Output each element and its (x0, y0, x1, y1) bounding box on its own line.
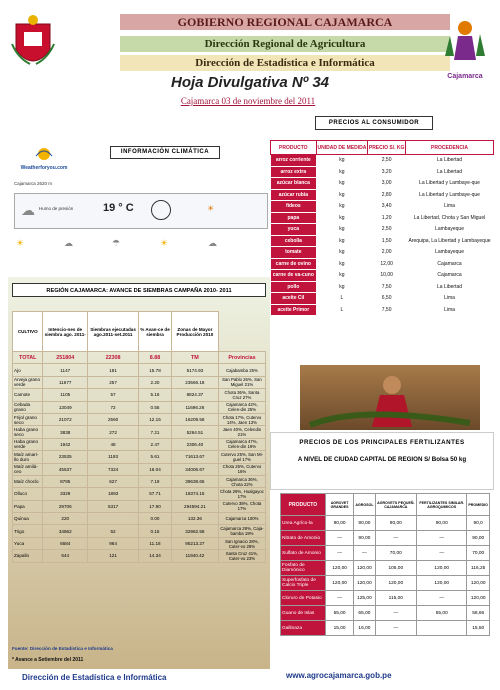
campana-cell: 0.15 (139, 525, 172, 537)
fert-cell: 120,00 (354, 561, 375, 576)
fert-row (281, 546, 490, 561)
campana-crop: Olluco (13, 488, 43, 500)
campana-crop: Frijol grano seco (13, 413, 43, 425)
campana-crop: Papa (13, 500, 43, 512)
campana-cell: Chota 36%, Santa Cruz 27% (218, 389, 265, 401)
precios-product: papa (271, 212, 317, 224)
campana-cell: 16209.58 (171, 413, 218, 425)
fert-cell: 90,00 (354, 516, 375, 531)
campana-cell: 17.90 (139, 500, 172, 512)
campana-cell: 8785 (43, 475, 88, 487)
campana-cell: 11696.26 (171, 401, 218, 413)
precios-row (271, 247, 494, 259)
campana-cell: 5264.51 (171, 426, 218, 438)
campana-cell: 95213.27 (171, 537, 218, 549)
campana-cell: 1193 (88, 451, 139, 463)
fert-cell: 120,00 (467, 576, 490, 591)
campana-crop: Arveja grano verde (13, 376, 43, 388)
campana-cell: 72 (88, 401, 139, 413)
clima-detail-box (14, 193, 268, 229)
fert-cell: 15,50 (467, 621, 490, 636)
precios-product: fideos (271, 201, 317, 213)
campana-cell: Cutervo 38%, Chota 17% (218, 500, 265, 512)
fert-cell: 120,00 (417, 576, 467, 591)
campana-total-cell: 22308 (88, 352, 139, 364)
precios-cell: kg (316, 155, 368, 167)
clima-panel (10, 138, 270, 266)
precios-cell: La Libertad y Lambaye-que (406, 178, 494, 190)
fert-cell: 90,00 (417, 516, 467, 531)
fert-cell: 115,00 (375, 591, 417, 606)
campana-row (13, 426, 266, 438)
forecast-icon-5: ☁ (208, 238, 217, 248)
campana-cell: 3329 (43, 488, 88, 500)
campana-cell: 257 (88, 376, 139, 388)
campana-cell: 16.04 (139, 463, 172, 475)
fert-title-1: PRECIOS DE LOS PRINCIPALES FERTILIZANTES (299, 439, 465, 446)
precios-cell: 2,50 (368, 155, 406, 167)
campana-row (13, 389, 266, 401)
precios-cell: kg (316, 224, 368, 236)
fert-cell: — (325, 546, 354, 561)
precios-cell: Lima (406, 293, 494, 305)
campana-row (13, 451, 266, 463)
campana-crop: Zapallo (13, 550, 43, 562)
campana-cell: 12.15 (139, 413, 172, 425)
fert-cell: — (417, 546, 467, 561)
campana-row (13, 513, 266, 525)
dir2-title: Dirección de Estadística e Informática (120, 55, 450, 71)
campana-cell: 14.34 (139, 550, 172, 562)
fert-product: Urea Agríco-la (281, 516, 326, 531)
precios-cell: kg (316, 189, 368, 201)
campana-crop: Quinua (13, 513, 43, 525)
campana-cell: 8824.37 (171, 389, 218, 401)
cajamarca-logo (440, 16, 490, 80)
fert-header-cell: PRODUCTO (281, 494, 326, 516)
precios-row (271, 270, 494, 282)
campana-cell: 29706 (43, 500, 88, 512)
campana-total-cell: Provincias (218, 352, 265, 364)
precios-cell: 1,20 (368, 212, 406, 224)
fert-header-cell: PROMEDIO (467, 494, 490, 516)
campana-cell: 181 (88, 364, 139, 376)
fert-row (281, 531, 490, 546)
campana-crop: Ajo (13, 364, 43, 376)
forecast-icon-4: ☀ (160, 238, 169, 248)
dir-title: Dirección Regional de Agricultura (120, 36, 450, 52)
campana-cell: 15.78 (139, 364, 172, 376)
precios-cell: kg (316, 212, 368, 224)
campana-cell: 0.55 (139, 401, 172, 413)
precios-product: cebolla (271, 235, 317, 247)
campana-crop: Maíz choclo (13, 475, 43, 487)
precios-cell: kg (316, 235, 368, 247)
fert-cell: 70,00 (375, 546, 417, 561)
campana-header-cell: Intencio-nes de siembra ago. 2011- (43, 312, 88, 352)
precios-cell: 3,20 (368, 166, 406, 178)
campana-cell: Chota 29%, Hualgayoc 17% (219, 488, 264, 499)
campana-cell: Jaen 40%, Celendin 21% (218, 426, 265, 438)
fert-row (281, 516, 490, 531)
precios-cell: Arequipa, La Libertad y Lambayeque (406, 235, 494, 247)
campana-cell: 45637 (43, 463, 88, 475)
fert-cell: — (417, 591, 467, 606)
sun-icon: ☀ (207, 204, 215, 213)
precios-cell: Cajamarca (406, 270, 494, 282)
campana-cell: San Pablo 26%, San Miguel 21% (218, 376, 265, 388)
precios-title: PRECIOS AL CONSUMIDOR (315, 116, 433, 130)
fert-product: Sulfato de Amonio (281, 546, 326, 561)
precios-cell: kg (316, 270, 368, 282)
campana-cell: 0.00 (139, 513, 172, 525)
fert-cell: — (375, 621, 417, 636)
campana-crop: Cebada grano (13, 401, 43, 413)
fert-row (281, 576, 490, 591)
humedad-label: Humo de presión (39, 206, 74, 211)
precios-cell: La Libertad (406, 281, 494, 293)
campana-cell: 2560 (88, 413, 139, 425)
campana-cell: 48 (88, 438, 139, 450)
precios-cell: 12,00 (368, 258, 406, 270)
fert-header-cell: AGROVETS PEQUEÑ. CAJAMARCA (375, 494, 417, 516)
campana-crop: Camote (13, 389, 43, 401)
precios-row (271, 155, 494, 167)
precios-cell: kg (316, 258, 368, 270)
precios-cell: 1,50 (368, 235, 406, 247)
precios-cell: kg (316, 201, 368, 213)
campana-fuente: Fuente: Dirección de Estadística e Informática (12, 646, 113, 651)
forecast-icon-3: ☂ (112, 238, 121, 248)
campana-crop: Maíz amari-llo duro (13, 451, 43, 463)
campana-cell: Chota 17%, Cutervo 14%, Jaen 13% (218, 413, 265, 425)
campana-crop: Trigo (13, 525, 43, 537)
precios-product: pollo (271, 281, 317, 293)
campana-cell: 220 (43, 513, 88, 525)
campana-cell: 11.18 (139, 537, 172, 549)
fert-row (281, 621, 490, 636)
precios-cell: kg (316, 247, 368, 259)
campana-total-cell: 8.88 (139, 352, 172, 364)
campana-crop: Haba grano seco (13, 426, 43, 438)
campana-row (13, 550, 266, 562)
precios-product: carne de ovino (271, 258, 317, 270)
precios-cell: kg (316, 281, 368, 293)
fert-title-2: A NIVEL DE CIUDAD CAPITAL DE REGION S/ Bolsa 50 kg (297, 456, 467, 463)
campana-cell: 5174.93 (171, 364, 218, 376)
campana-cell: Cajamarca 47%, Celen-din 19% (218, 438, 265, 450)
campana-cell: Chota 25%, Cutervo 16% (218, 463, 265, 475)
campana-cell: Cajabamba 25% (218, 364, 265, 376)
fert-header-cell: AGROVET GRANDES (325, 494, 354, 516)
clima-title: INFORMACIÓN CLIMÁTICA (110, 146, 220, 159)
precios-cell: Lima (406, 201, 494, 213)
campana-cell: 7324 (88, 463, 139, 475)
precios-cell: Lambayeque (406, 224, 494, 236)
fert-product: Guano de Islas (281, 606, 326, 621)
weather-logo (14, 144, 74, 170)
campana-cell: 18374.15 (171, 488, 218, 500)
precios-row (271, 178, 494, 190)
fert-header-cell: AGROSOL (354, 494, 375, 516)
precios-cell: 10,00 (368, 270, 406, 282)
woman-photo (300, 365, 480, 430)
campana-cell: 39638.65 (171, 475, 218, 487)
precios-row (271, 304, 494, 316)
precios-product: aceite Cil (271, 293, 317, 305)
precios-product: yuca (271, 224, 317, 236)
campana-cell: 6684 (43, 537, 88, 549)
forecast-icon-1: ☀ (16, 238, 25, 248)
precios-cell: 2,80 (368, 189, 406, 201)
precios-header-cell: UNIDAD DE MEDIDA (316, 141, 368, 155)
fert-cell: 55,00 (417, 606, 467, 621)
fert-row (281, 606, 490, 621)
fert-cell: 70,00 (467, 546, 490, 561)
campana-cell: 34862 (43, 525, 88, 537)
fert-product: Superfosfato de Calcio Triple (281, 576, 326, 591)
campana-cell: Cajamarca 29%, Caja-bamba 19% (220, 526, 264, 537)
clima-forecast-row (14, 232, 268, 262)
campana-total-cell: 251804 (43, 352, 88, 364)
precios-table (270, 140, 494, 316)
fert-table (280, 493, 490, 636)
campana-cell: 644 (43, 550, 88, 562)
fert-cell: 90,00 (467, 531, 490, 546)
campana-cell: 11940.42 (171, 550, 218, 562)
campana-cell: 32962.58 (171, 525, 218, 537)
campana-cell: Santa Cruz 41%, Cuter-vo 23% (218, 550, 265, 562)
campana-row (13, 525, 266, 537)
precios-row (271, 212, 494, 224)
precios-cell: 7,50 (368, 304, 406, 316)
campana-row (13, 475, 266, 487)
campana-cell: 5317 (88, 500, 139, 512)
fert-cell: 105,00 (375, 561, 417, 576)
fecha: Cajamarca 03 de noviembre del 2011 (180, 96, 316, 106)
precios-cell: La Libertad y Lambaye-que (406, 189, 494, 201)
fert-cell: 16,00 (354, 621, 375, 636)
campana-row (13, 413, 266, 425)
campana-row (13, 463, 266, 475)
fert-product: Nitrato de Amonio (281, 531, 326, 546)
precios-cell: 3,00 (368, 178, 406, 190)
precios-cell: La Libertad, Chota y San Miguel (406, 212, 494, 224)
fert-cell: 90,00 (375, 516, 417, 531)
precios-cell: kg (316, 166, 368, 178)
precios-product: arroz extra (271, 166, 317, 178)
campana-row (13, 500, 266, 512)
temp-value: 19 ° C (103, 202, 134, 214)
precios-header-cell: PRODUCTO (271, 141, 317, 155)
precios-row (271, 235, 494, 247)
campana-cell: 23566.18 (171, 376, 218, 388)
campana-row (13, 376, 266, 388)
campana-header-cell: CULTIVO (13, 312, 43, 352)
precios-cell: 6,50 (368, 293, 406, 305)
campana-cell: 1893 (88, 488, 139, 500)
footer-left: Dirección de Estadística e Informática (22, 673, 167, 682)
precios-cell: 3,40 (368, 201, 406, 213)
precios-cell: 2,00 (368, 247, 406, 259)
precios-row (271, 224, 494, 236)
clima-location: Cajamarca 2620 m (14, 181, 53, 186)
weather-logo-text: Weatherforyou.com (20, 165, 68, 171)
campana-cell: 964 (88, 537, 139, 549)
fert-product: Fosfato de Diamónico (281, 561, 326, 576)
campana-cell: 1147 (43, 364, 88, 376)
campana-cell (88, 513, 139, 525)
fert-cell: 58,66 (467, 606, 490, 621)
fert-product: Gallinaza (281, 621, 326, 636)
fert-header-cell: FERTILIZANTES SIMILAR. AGROQUIMICOS (417, 494, 467, 516)
campana-cell: 11677 (43, 376, 88, 388)
fert-cell: — (325, 531, 354, 546)
campana-cell: 52 (88, 525, 139, 537)
precios-cell: Lambayeque (406, 247, 494, 259)
campana-panel (8, 277, 270, 669)
fert-cell (417, 621, 467, 636)
fert-cell: 120,00 (325, 576, 354, 591)
precios-cell: Cajamarca (406, 258, 494, 270)
fert-cell: 65,00 (354, 606, 375, 621)
fert-cell: 125,00 (354, 591, 375, 606)
campana-row (13, 438, 266, 450)
campana-row (13, 364, 266, 376)
precios-row (271, 281, 494, 293)
fert-cell: 116,25 (467, 561, 490, 576)
precios-cell: La Libertad (406, 166, 494, 178)
campana-cell: 7.19 (139, 475, 172, 487)
footer-right[interactable]: www.agrocajamarca.gob.pe (286, 671, 392, 680)
fert-title-box (270, 432, 494, 490)
precios-product: carne de va-cuno (271, 270, 317, 282)
precios-cell: La Libertad (406, 155, 494, 167)
fert-row (281, 561, 490, 576)
fert-cell: — (354, 546, 375, 561)
campana-cell: 627 (88, 475, 139, 487)
precios-product: tomate (271, 247, 317, 259)
fert-row (281, 591, 490, 606)
campana-cell: 2306.40 (171, 438, 218, 450)
campana-cell: 71613.67 (171, 451, 218, 463)
regional-shield-logo (10, 14, 56, 74)
fert-cell: 15,00 (325, 621, 354, 636)
campana-title: REGIÓN CAJAMARCA: AVANCE DE SIEMBRAS CAMPAÑA 2010- 2011 (12, 283, 266, 297)
fert-cell: 90,0 (467, 516, 490, 531)
campana-header-cell: % Avan-ce de siembra (139, 312, 172, 352)
campana-cell: 7.21 (139, 426, 172, 438)
campana-cell: 1105 (43, 389, 88, 401)
campana-nota: * Avance a Setiembre del 2011 (12, 657, 84, 663)
campana-header-cell: Zonas de Mayor Producción 2010 (171, 312, 218, 352)
fert-cell: — (375, 531, 417, 546)
fert-cell: 120,00 (354, 576, 375, 591)
campana-crop: Maíz amilá-ceo (13, 463, 43, 475)
campana-cell: 34006.67 (171, 463, 218, 475)
campana-cell: Cutervo 25%, San Mi-guel 17% (218, 451, 265, 463)
precios-cell: L (316, 293, 368, 305)
fert-cell: 120,00 (375, 576, 417, 591)
fert-product: Cloruro de Potasio (281, 591, 326, 606)
cajamarca-logo-text: Cajamarca (447, 73, 483, 80)
fert-cell: 90,00 (354, 531, 375, 546)
campana-cell: 294594.21 (171, 500, 218, 512)
precios-cell: kg (316, 178, 368, 190)
precios-header-cell: PROCEDENCIA (406, 141, 494, 155)
campana-cell: 13049 (43, 401, 88, 413)
precios-header-cell: PRECIO S/. KG (368, 141, 406, 155)
precios-row (271, 189, 494, 201)
fert-cell: — (325, 591, 354, 606)
precios-cell: L (316, 304, 368, 316)
fert-cell: 120,00 (467, 591, 490, 606)
campana-row (13, 537, 266, 549)
campana-cell: 5.16 (139, 389, 172, 401)
campana-table (12, 311, 266, 563)
campana-cell: Cajamarca 100% (218, 513, 265, 525)
campana-cell: 132.36 (171, 513, 218, 525)
campana-cell: 121 (88, 550, 139, 562)
precios-cell: 7,50 (368, 281, 406, 293)
fert-cell: — (375, 606, 417, 621)
campana-crop: Yuca (13, 537, 43, 549)
campana-cell: 3838 (43, 426, 88, 438)
precios-cell: Lima (406, 304, 494, 316)
precios-row (271, 166, 494, 178)
campana-cell: 2.47 (139, 438, 172, 450)
fert-cell: 55,00 (325, 606, 354, 621)
campana-cell: San Ignacio 28%, Cuter-vo 28% (218, 537, 265, 549)
fert-cell: 90,00 (325, 516, 354, 531)
cloud-icon: ☁ (21, 202, 35, 218)
precios-product: aceite Primor (271, 304, 317, 316)
precios-row (271, 201, 494, 213)
campana-crop: Haba grano verde (13, 438, 43, 450)
fert-cell: — (417, 531, 467, 546)
campana-cell: 57.71 (139, 488, 172, 500)
wind-compass-icon (151, 200, 171, 220)
precios-product: azúcar rubia (271, 189, 317, 201)
campana-total-cell: TOTAL (13, 352, 43, 364)
campana-row (13, 401, 266, 413)
campana-cell: 21072 (43, 413, 88, 425)
campana-header-cell: Siembras ejecutadas ago.2011-set.2011 (88, 312, 139, 352)
campana-cell: 57 (88, 389, 139, 401)
campana-cell: 272 (88, 426, 139, 438)
campana-cell: Cajamarca 42%, Celen-din 25% (218, 401, 265, 413)
precios-row (271, 258, 494, 270)
campana-cell: 1942 (43, 438, 88, 450)
fert-cell: 120,00 (417, 561, 467, 576)
precios-product: azúcar blanca (271, 178, 317, 190)
fert-cell: 120,00 (325, 561, 354, 576)
campana-cell: Cajamarca 36%, Chota 22% (218, 475, 265, 487)
gov-title: GOBIERNO REGIONAL CAJAMARCA (120, 14, 450, 30)
campana-cell: 23535 (43, 451, 88, 463)
campana-row (13, 488, 266, 500)
campana-cell: 2.20 (139, 376, 172, 388)
precios-cell: 2,50 (368, 224, 406, 236)
hoja-title: Hoja Divulgativa Nº 34 (170, 74, 330, 91)
precios-row (271, 293, 494, 305)
campana-total-cell: TM (171, 352, 218, 364)
forecast-icon-2: ☁ (64, 238, 73, 248)
precios-product: arroz corriente (271, 155, 317, 167)
campana-cell: 5.61 (139, 451, 172, 463)
